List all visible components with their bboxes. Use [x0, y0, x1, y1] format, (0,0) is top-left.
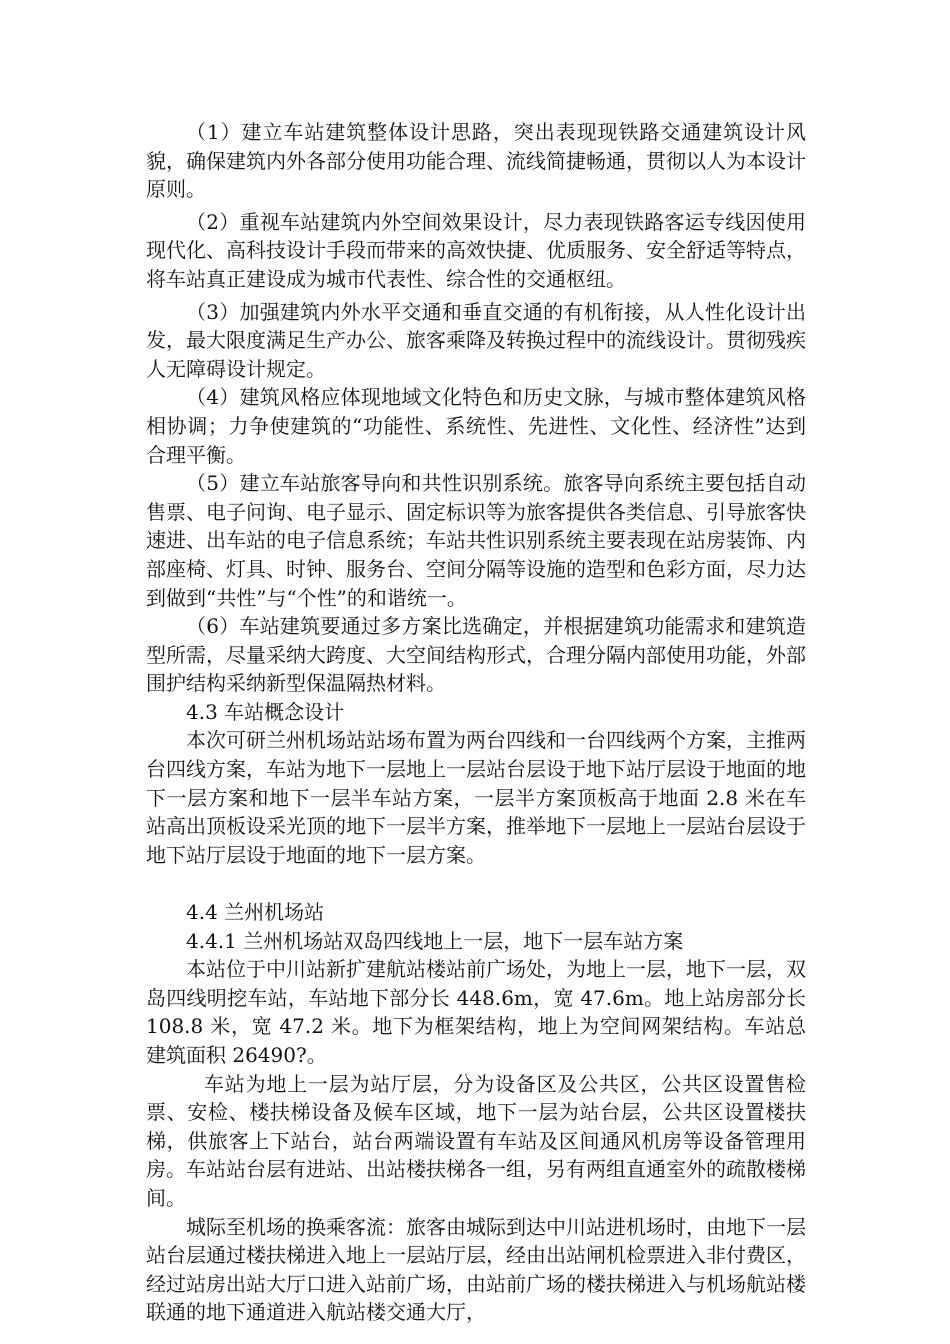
paragraph-principle-4: （4）建筑风格应体现地域文化特色和历史文脉，与城市整体建筑风格相协调；力争使建筑的“功能性、系统性、先进性、文化性、经济性”达到合理平衡。 [146, 385, 806, 467]
paragraph-principle-5: （5）建立车站旅客导向和共性识别系统。旅客导向系统主要包括自动售票、电子问询、电子显示、固定标识等为旅客提供各类信息、引导旅客快速进、出车站的电子信息系统；车站共性识别系统主要表现在站房装饰、内部座椅、灯具、时钟、服务台、空间分隔等设施的造型和色彩方面，尽力达到做到“共性”与“个性”的和谐统一。 [146, 471, 806, 610]
paragraph-principle-1: （1）建立车站建筑整体设计思路，突出表现现铁路交通建筑设计风貌，确保建筑内外各部分使用功能合理、流线简捷畅通，贯彻以人为本设计原则。 [146, 120, 806, 202]
paragraph-principle-6: （6）车站建筑要通过多方案比选确定，并根据建筑功能需求和建筑造型所需，尽量采纳大跨度、大空间结构形式，合理分隔内部使用功能，外部围护结构采纳新型保温隔热材料。 [146, 614, 806, 696]
blank-line [146, 869, 806, 898]
paragraph-station-layout: 车站为地上一层为站厅层，分为设备区及公共区，公共区设置售检票、安检、楼扶梯设备及候车区域，地下一层为站台层，公共区设置楼扶梯，供旅客上下站台，站台两端设置有车站及区间通风机房等设备管理用房。车站站台层有进站、出站楼扶梯各一组，另有两组直通室外的疏散楼梯间。 [146, 1071, 806, 1210]
section-heading-4-4: 4.4 兰州机场站 [186, 900, 325, 925]
document-body [146, 118, 806, 1327]
paragraph-transfer-flow: 城际至机场的换乘客流：旅客由城际到达中川站进机场时，由地下一层站台层通过楼扶梯进入地上一层站厅层，经由出站闸机检票进入非付费区，经过站房出站大厅口进入站前广场，由站前广场的楼扶梯进入与机场航站楼联通的地下通道进入航站楼交通大厅， [146, 1214, 806, 1325]
paragraph-section-4-3: 本次可研兰州机场站站场布置为两台四线和一台四线两个方案，主推两台四线方案，车站为地下一层地上一层站台层设于地下站厅层设于地面的地下一层方案和地下一层半车站方案，一层半方案顶板高于地面 2.8 米在车站高出顶板设采光顶的地下一层半方案，推举地下一层地上一层站台层设于地下站厅层设于地面的地下一层方案。 [146, 728, 806, 867]
paragraph-station-overview: 本站位于中川站新扩建航站楼站前广场处，为地上一层，地下一层，双岛四线明挖车站，车站地下部分长 448.6m，宽 47.6m。地上站房部分长 108.8 米，宽 47.2 米。地下为框架结构，地上为空间网架结构。车站总建筑面积 26490?。 [146, 957, 806, 1067]
paragraph-principle-2: （2）重视车站建筑内外空间效果设计，尽力表现铁路客运专线因使用现代化、高科技设计手段而带来的高效快捷、优质服务、安全舒适等特点，将车站真正建设成为城市代表性、综合性的交通枢纽。 [146, 209, 806, 291]
section-heading-4-4-1: 4.4.1 兰州机场站双岛四线地上一层，地下一层车站方案 [186, 928, 684, 953]
section-heading-4-3: 4.3 车站概念设计 [186, 699, 345, 724]
paragraph-principle-3: （3）加强建筑内外水平交通和垂直交通的有机衔接，从人性化设计出发，最大限度满足生产办公、旅客乘降及转换过程中的流线设计。贯彻残疾人无障碍设计规定。 [146, 299, 806, 381]
